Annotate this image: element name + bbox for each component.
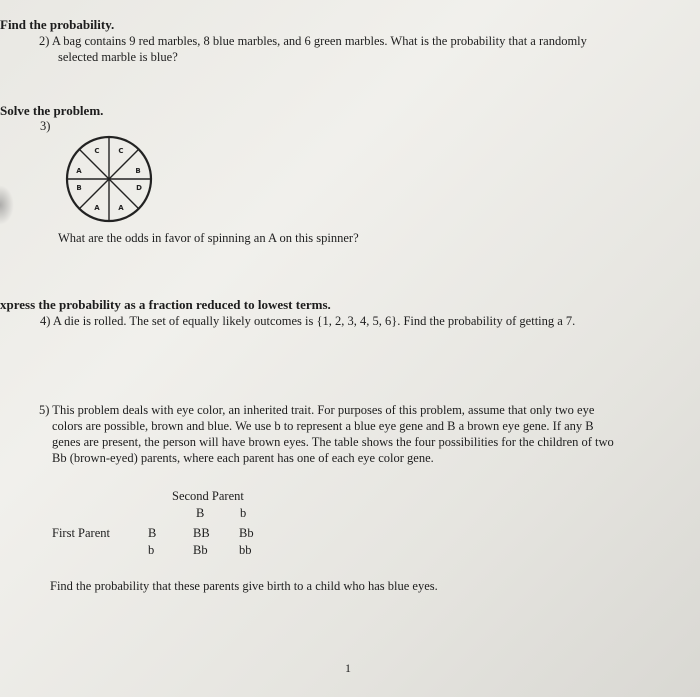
question-5-line-1: 5) This problem deals with eye color, an inherited trait. For purposes of this problem, assume that only two eye [39,403,595,417]
question-2-line-2: selected marble is blue? [58,50,178,64]
question-5-question: Find the probability that these parents give birth to a child who has blue eyes. [50,579,438,593]
spinner-label-a-1: A [118,204,124,212]
spinner-label-a-3: A [76,167,82,175]
section-heading-express-fraction: xpress the probability as a fraction reduced to lowest terms. [0,297,331,312]
section-heading-find-probability: Find the probability. [0,17,115,32]
spinner-label-d: D [136,184,142,192]
spinner-label-a-2: A [94,204,100,212]
question-5-line-4: Bb (brown-eyed) parents, where each parent has one of each eye color gene. [52,451,434,465]
table-row-header-b: b [148,543,155,557]
table-cell: Bb [193,543,208,557]
table-cell: Bb [239,526,254,540]
question-5-line-3: genes are present, the person will have brown eyes. The table shows the four possibilities for the children of two [52,435,614,449]
table-col-header-b: b [240,506,247,520]
page-edge-shadow [0,185,14,225]
table-cell: BB [193,526,210,540]
table-first-parent-label: First Parent [52,526,110,540]
question-4-text: 4) A die is rolled. The set of equally likely outcomes is {1, 2, 3, 4, 5, 6}. Find the probability of getting a 7. [40,314,576,328]
spinner-diagram [63,133,155,225]
spinner-label-b-1: B [135,167,141,175]
table-second-parent-label: Second Parent [172,489,244,503]
table-cell: bb [239,543,252,557]
question-3-number: 3) [40,119,51,133]
spinner-label-c-1: C [94,147,100,155]
question-3-text: What are the odds in favor of spinning an A on this spinner? [58,231,359,245]
page-number: 1 [345,661,351,675]
spinner-label-c-2: C [118,147,124,155]
question-2-line-1: 2) A bag contains 9 red marbles, 8 blue marbles, and 6 green marbles. What is the probability that a randomly [39,34,587,48]
spinner-label-b-2: B [76,184,82,192]
table-col-header-B: B [196,506,205,520]
question-5-line-2: colors are possible, brown and blue. We use b to represent a blue eye gene and B a brown eye gene. If any B [52,419,594,433]
section-heading-solve-problem: Solve the problem. [0,103,104,118]
table-row-header-B: B [148,526,157,540]
